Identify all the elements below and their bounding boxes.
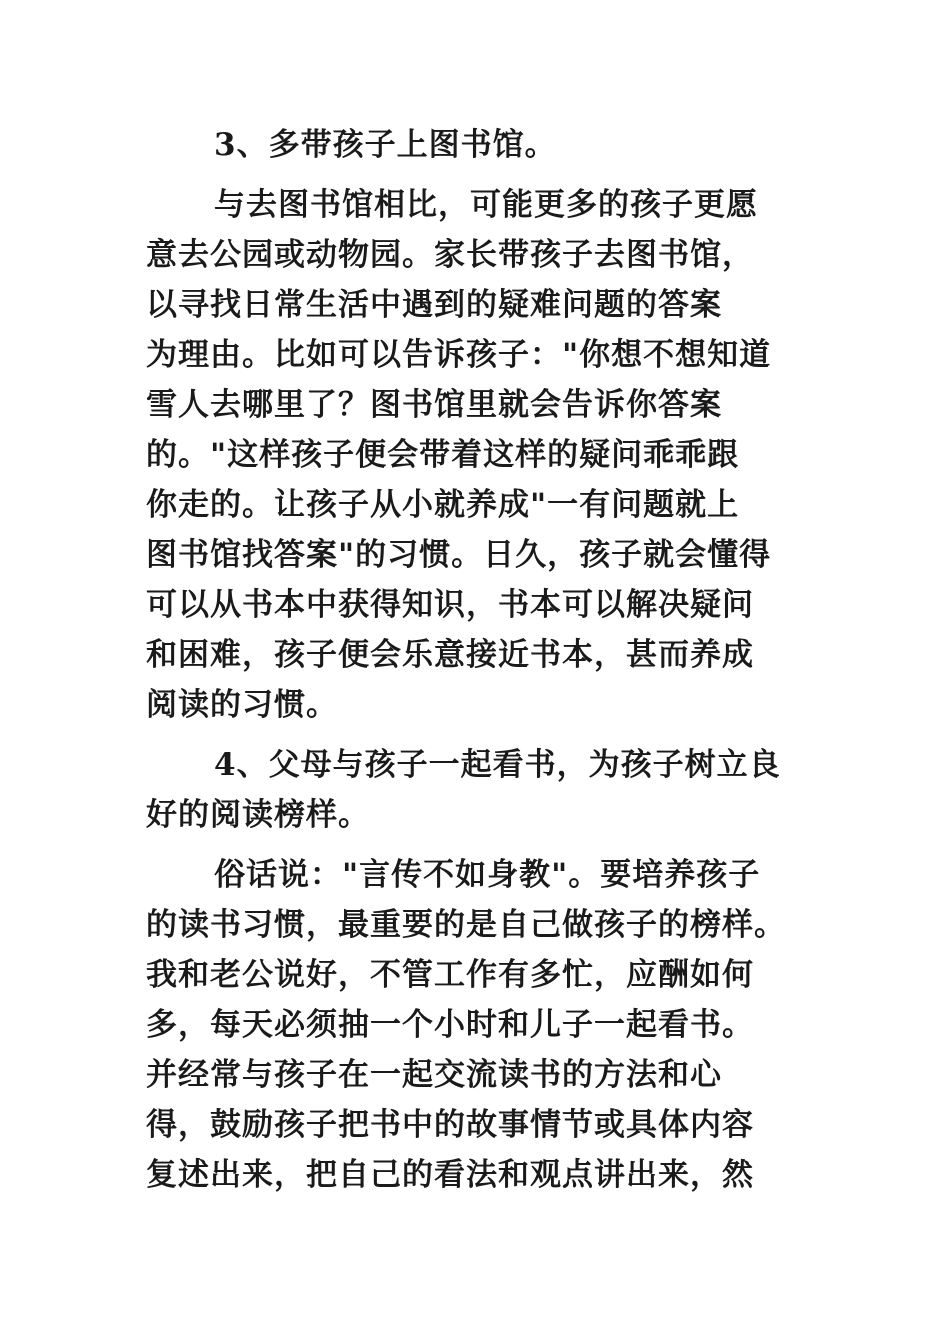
text-line: 的。"这样孩子便会带着这样的疑问乖乖跟 xyxy=(146,437,740,473)
text-line: 为理由。比如可以告诉孩子："你想不想知道 xyxy=(146,337,772,373)
text-line: 阅读的习惯。 xyxy=(146,687,338,723)
document-body xyxy=(146,120,826,1210)
text-line: 可以从书本中获得知识，书本可以解决疑问 xyxy=(146,587,754,623)
text-line: 好的阅读榜样。 xyxy=(146,797,370,833)
text-line: 以寻找日常生活中遇到的疑难问题的答案 xyxy=(146,287,722,323)
text-line: 并经常与孩子在一起交流读书的方法和心 xyxy=(146,1057,722,1093)
text-line: 和困难，孩子便会乐意接近书本，甚而养成 xyxy=(146,637,754,673)
text-line: 3、多带孩子上图书馆。 xyxy=(214,127,557,163)
text-line: 的读书习惯，最重要的是自己做孩子的榜样。 xyxy=(146,907,786,943)
text-line: 俗话说："言传不如身教"。要培养孩子 xyxy=(214,857,761,893)
paragraph-library xyxy=(146,180,826,730)
text-line: 意去公园或动物园。家长带孩子去图书馆， xyxy=(146,237,754,273)
text-line: 雪人去哪里了？图书馆里就会告诉你答案 xyxy=(146,387,722,423)
paragraph-example xyxy=(146,850,826,1200)
text-line: 图书馆找答案"的习惯。日久，孩子就会懂得 xyxy=(146,537,772,573)
text-line: 多，每天必须抽一个小时和儿子一起看书。 xyxy=(146,1007,754,1043)
section-heading-3 xyxy=(146,120,826,170)
text-line: 与去图书馆相比，可能更多的孩子更愿 xyxy=(214,187,758,223)
text-line: 你走的。让孩子从小就养成"一有问题就上 xyxy=(146,487,740,523)
text-line: 得，鼓励孩子把书中的故事情节或具体内容 xyxy=(146,1107,754,1143)
text-line: 4、父母与孩子一起看书，为孩子树立良 xyxy=(214,747,781,783)
text-line: 我和老公说好，不管工作有多忙，应酬如何 xyxy=(146,957,754,993)
section-heading-4 xyxy=(146,740,826,840)
text-line: 复述出来，把自己的看法和观点讲出来，然 xyxy=(146,1157,754,1193)
